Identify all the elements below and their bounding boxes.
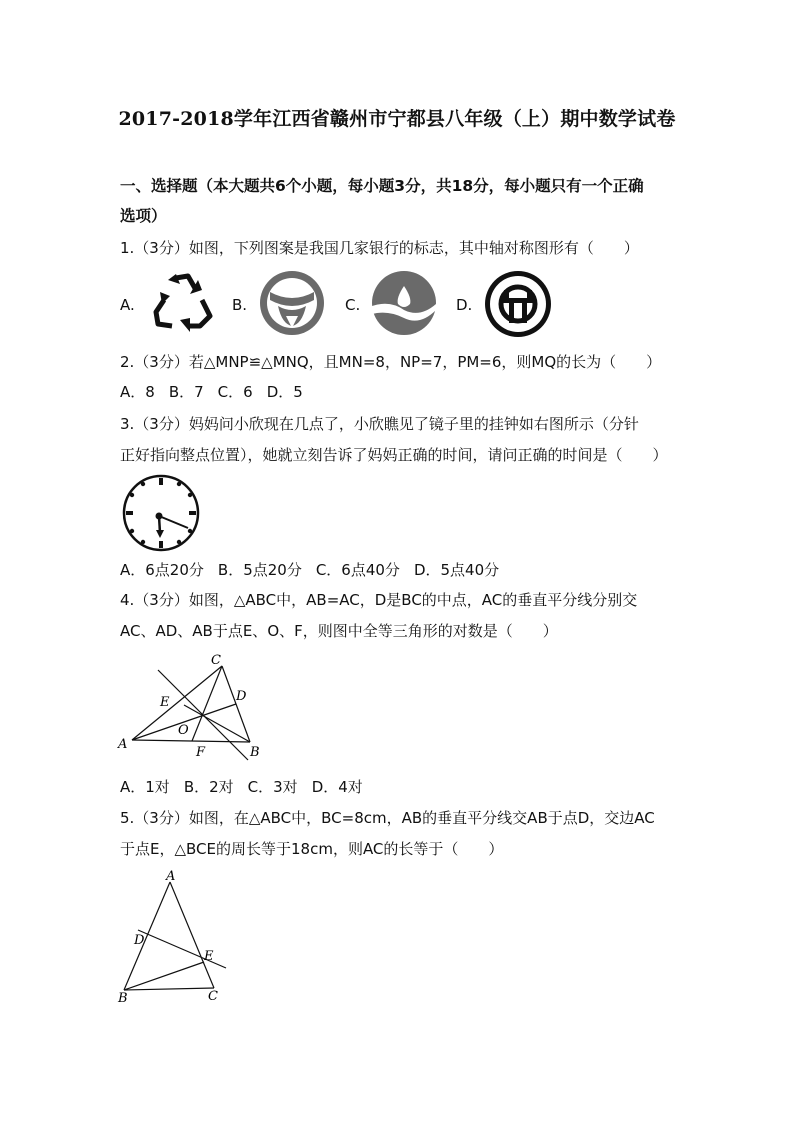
bank-logo-b-icon	[258, 270, 326, 336]
mirror-clock-figure	[118, 472, 204, 554]
q4-option-b: B．2对	[183, 778, 234, 796]
q2-option-d: D．5	[266, 383, 303, 401]
q4-option-c: C．3对	[247, 778, 298, 796]
question-3-text: 3.（3分）妈妈问小欣现在几点了，小欣瞧见了镜子里的挂钟如右图所示（分针	[120, 415, 639, 433]
q4-point-b: B	[250, 745, 260, 760]
q5-point-e: E	[204, 949, 214, 964]
q1-option-d-label: D.	[456, 296, 473, 314]
q4-option-a: A．1对	[120, 778, 170, 796]
q2-option-b: B．7	[168, 383, 204, 401]
q5-point-a: A	[166, 869, 176, 884]
q1-option-c-label: C.	[345, 296, 361, 314]
triangle-figure-q4	[116, 650, 266, 764]
question-1-text: 1.（3分）如图，下列图案是我国几家银行的标志，其中轴对称图形有（ ）	[120, 239, 639, 257]
q5-point-b: B	[118, 991, 128, 1006]
q4-point-d: D	[236, 689, 247, 704]
q5-point-d: D	[134, 933, 145, 948]
triangle-figure-q5	[110, 868, 234, 1006]
q1-option-a-label: A.	[120, 296, 135, 314]
q4-point-e: E	[160, 695, 170, 710]
q2-options	[120, 382, 317, 402]
q4-point-c: C	[211, 653, 221, 668]
page-title: 2017-2018学年江西省赣州市宁都县八年级（上）期中数学试卷	[118, 108, 676, 130]
q4-point-a: A	[118, 737, 128, 752]
recycle-logo-icon	[150, 270, 218, 334]
question-5-text: 5.（3分）如图，在△ABC中，BC=8cm，AB的垂直平分线交AB于点D，交边AC	[120, 809, 655, 827]
question-5-text-cont: 于点E，△BCE的周长等于18cm，则AC的长等于（ ）	[120, 840, 504, 858]
question-4-text-cont: AC、AD、AB于点E、O、F，则图中全等三角形的对数是（ ）	[120, 622, 558, 640]
q4-point-o: O	[178, 723, 189, 738]
q3-option-a: A．6点20分	[120, 561, 204, 579]
section-heading-cont: 选项）	[120, 207, 167, 225]
question-2-text: 2.（3分）若△MNP≌△MNQ，且MN=8，NP=7，PM=6，则MQ的长为（ ）	[120, 353, 662, 371]
q3-option-c: C．6点40分	[315, 561, 400, 579]
q4-options	[120, 777, 377, 797]
q3-options	[120, 560, 513, 580]
q4-option-d: D．4对	[311, 778, 363, 796]
question-4-text: 4.（3分）如图，△ABC中，AB=AC，D是BC的中点，AC的垂直平分线分别交	[120, 591, 638, 609]
q1-option-b-label: B.	[232, 296, 248, 314]
q4-point-f: F	[196, 745, 206, 760]
q5-point-c: C	[208, 989, 218, 1004]
bank-logo-c-icon	[370, 270, 438, 336]
q3-option-b: B．5点20分	[217, 561, 302, 579]
question-3-text-cont: 正好指向整点位置），她就立刻告诉了妈妈正确的时间，请问正确的时间是（ ）	[120, 446, 668, 464]
bank-logo-d-icon	[484, 270, 552, 338]
q3-option-d: D．5点40分	[413, 561, 500, 579]
section-heading: 一、选择题（本大题共6个小题，每小题3分，共18分，每小题只有一个正确	[120, 177, 644, 195]
q2-option-a: A．8	[120, 383, 155, 401]
q2-option-c: C．6	[217, 383, 253, 401]
